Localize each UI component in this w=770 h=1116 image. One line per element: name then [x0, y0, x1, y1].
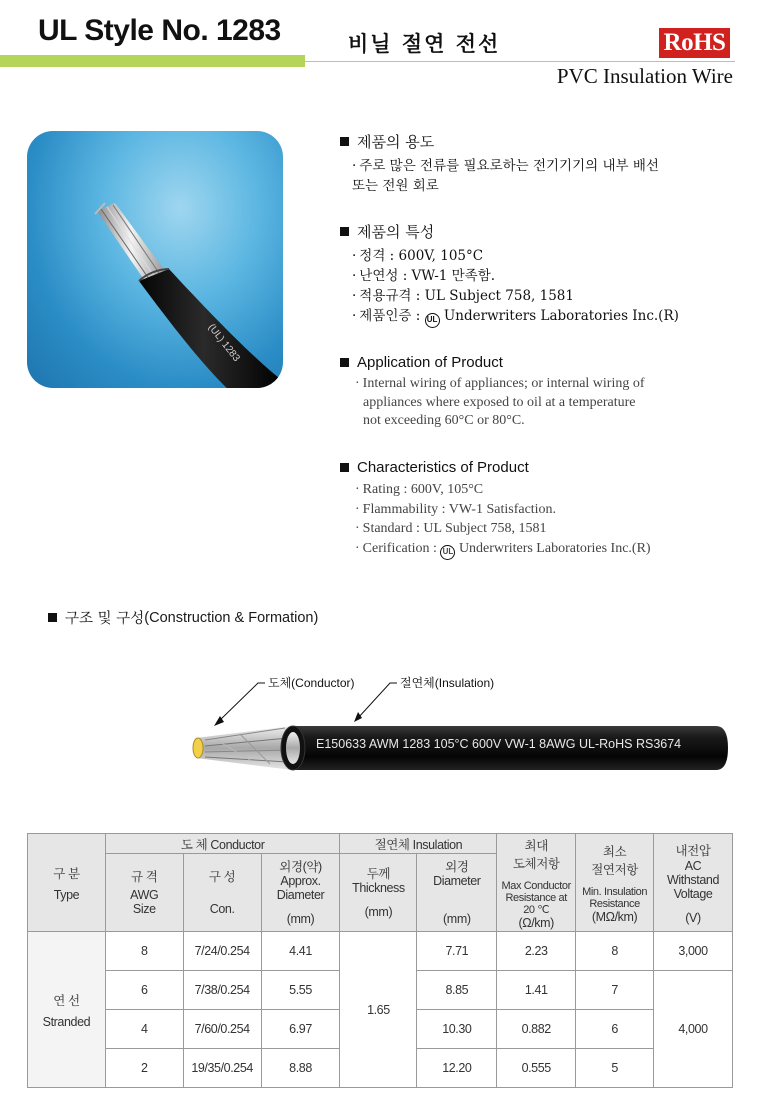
col-conductor: 도 체 Conductor	[105, 834, 340, 854]
header-green-bar	[0, 55, 305, 67]
ul-listed-icon: UL	[425, 313, 440, 328]
col-type: 구 분 Type	[28, 834, 106, 932]
photo-cable-print: (UL) 1283	[205, 322, 242, 364]
characteristic-flame: · Flammability : VW-1 Satisfaction.	[355, 501, 557, 517]
conductor	[193, 726, 292, 770]
cell-min-res: 8	[576, 932, 654, 971]
application-line: · Internal wiring of appliances; or internal wiring of	[355, 376, 645, 391]
col-awg-size: 규 격 AWG Size	[105, 854, 183, 932]
cell-awg: 2	[105, 1049, 183, 1088]
characteristic-rating: · Rating : 600V, 105°C	[355, 482, 484, 497]
col-insulation: 절연체 Insulation	[340, 834, 497, 854]
cell-con: 7/38/0.254	[183, 971, 261, 1010]
conductor-label: 도체(Conductor)	[268, 676, 355, 690]
cell-max-res: 2.23	[497, 932, 576, 971]
square-bullet-icon	[340, 358, 349, 367]
spec-table	[27, 833, 733, 1088]
usage-line: 또는 전원 회로	[352, 178, 439, 194]
col-conductor-diameter: 외경(약) Approx. Diameter (mm)	[261, 854, 340, 932]
type-cell: 연 선 Stranded	[28, 932, 106, 1088]
cell-ins-dia: 8.85	[417, 971, 497, 1010]
application-line: not exceeding 60°C or 80°C.	[363, 413, 525, 428]
col-withstand-voltage: 내전압 AC Withstand Voltage (V)	[654, 834, 733, 932]
construction-heading: 구조 및 구성 (Construction & Formation)	[48, 607, 318, 628]
cell-min-res: 6	[576, 1010, 654, 1049]
usage-section-kr	[340, 131, 659, 196]
cell-voltage: 4,000	[654, 971, 733, 1088]
characteristic-standard: · Standard : UL Subject 758, 1581	[355, 521, 547, 536]
cell-min-res: 7	[576, 971, 654, 1010]
application-line: appliances where exposed to oil at a temperature	[363, 394, 636, 410]
cell-thickness: 1.65	[340, 932, 417, 1088]
cell-ins-dia: 7.71	[417, 932, 497, 971]
cell-awg: 8	[105, 932, 183, 971]
feature-cert: · 제품인증 : UL Underwriters Laboratories Inc.(R)	[340, 306, 679, 328]
conductor-strands	[95, 203, 165, 281]
characteristic-cert: · Cerification : UL Underwriters Laboratories Inc.(R)	[340, 539, 651, 560]
cell-ins-dia: 10.30	[417, 1010, 497, 1049]
cell-max-res: 1.41	[497, 971, 576, 1010]
cell-awg: 6	[105, 971, 183, 1010]
cell-cond-dia: 4.41	[261, 932, 340, 971]
col-insulation-diameter: 외경 Diameter (mm)	[417, 854, 497, 932]
cell-cond-dia: 8.88	[261, 1049, 340, 1088]
page-subtitle: PVC Insulation Wire	[556, 64, 733, 88]
page-title-korean: 비닐 절연 전선	[348, 32, 501, 56]
cell-cond-dia: 6.97	[261, 1010, 340, 1049]
cable-construction-diagram	[0, 660, 770, 790]
cell-con: 7/60/0.254	[183, 1010, 261, 1049]
ul-listed-icon: UL	[440, 545, 455, 560]
cell-voltage: 3,000	[654, 932, 733, 971]
cell-cond-dia: 5.55	[261, 971, 340, 1010]
characteristics-heading-en: Characteristics of Product	[340, 459, 651, 476]
arrow-head-icon	[354, 712, 362, 722]
header-divider	[305, 61, 735, 62]
feature-rating: · 정격 : 600V, 105°C	[352, 248, 484, 264]
usage-line: · 주로 많은 전류를 필요로하는 전기기기의 내부 배선	[352, 158, 659, 174]
square-bullet-icon	[340, 137, 349, 146]
square-bullet-icon	[340, 463, 349, 472]
table-row	[28, 932, 733, 971]
col-min-resistance: 최소 절연저항 Min. Insulation Resistance (MΩ/km)	[576, 834, 654, 932]
usage-heading-kr: 제품의 용도	[340, 131, 659, 152]
characteristics-section-en	[340, 459, 651, 560]
cable-photo-illustration	[27, 131, 283, 388]
product-photo	[27, 131, 283, 388]
application-section-en	[340, 354, 645, 431]
cell-max-res: 0.555	[497, 1049, 576, 1088]
col-thickness: 두께 Thickness (mm)	[340, 854, 417, 932]
rohs-badge: RoHS	[659, 28, 730, 58]
cell-max-res: 0.882	[497, 1010, 576, 1049]
insulation-label: 절연체(Insulation)	[400, 676, 495, 690]
cell-ins-dia: 12.20	[417, 1049, 497, 1088]
feature-standard: · 적용규격 : UL Subject 758, 1581	[352, 288, 574, 304]
feature-flame: · 난연성 : VW-1 만족함.	[352, 268, 496, 284]
cable-print-text: E150633 AWM 1283 105°C 600V VW-1 8AWG UL-RoHS RS3674	[316, 737, 682, 751]
square-bullet-icon	[340, 227, 349, 236]
application-heading-en: Application of Product	[340, 354, 645, 371]
cell-con: 7/24/0.254	[183, 932, 261, 971]
col-construction: 구 성 Con.	[183, 854, 261, 932]
features-heading-kr: 제품의 특성	[340, 221, 679, 242]
square-bullet-icon	[48, 613, 57, 622]
col-max-resistance: 최대 도체저항 Max Conductor Resistance at 20 ℃ (Ω/km)	[497, 834, 576, 932]
features-section-kr	[340, 221, 679, 328]
cell-min-res: 5	[576, 1049, 654, 1088]
page-title: UL Style No. 1283	[38, 14, 281, 47]
cell-awg: 4	[105, 1010, 183, 1049]
cell-con: 19/35/0.254	[183, 1049, 261, 1088]
